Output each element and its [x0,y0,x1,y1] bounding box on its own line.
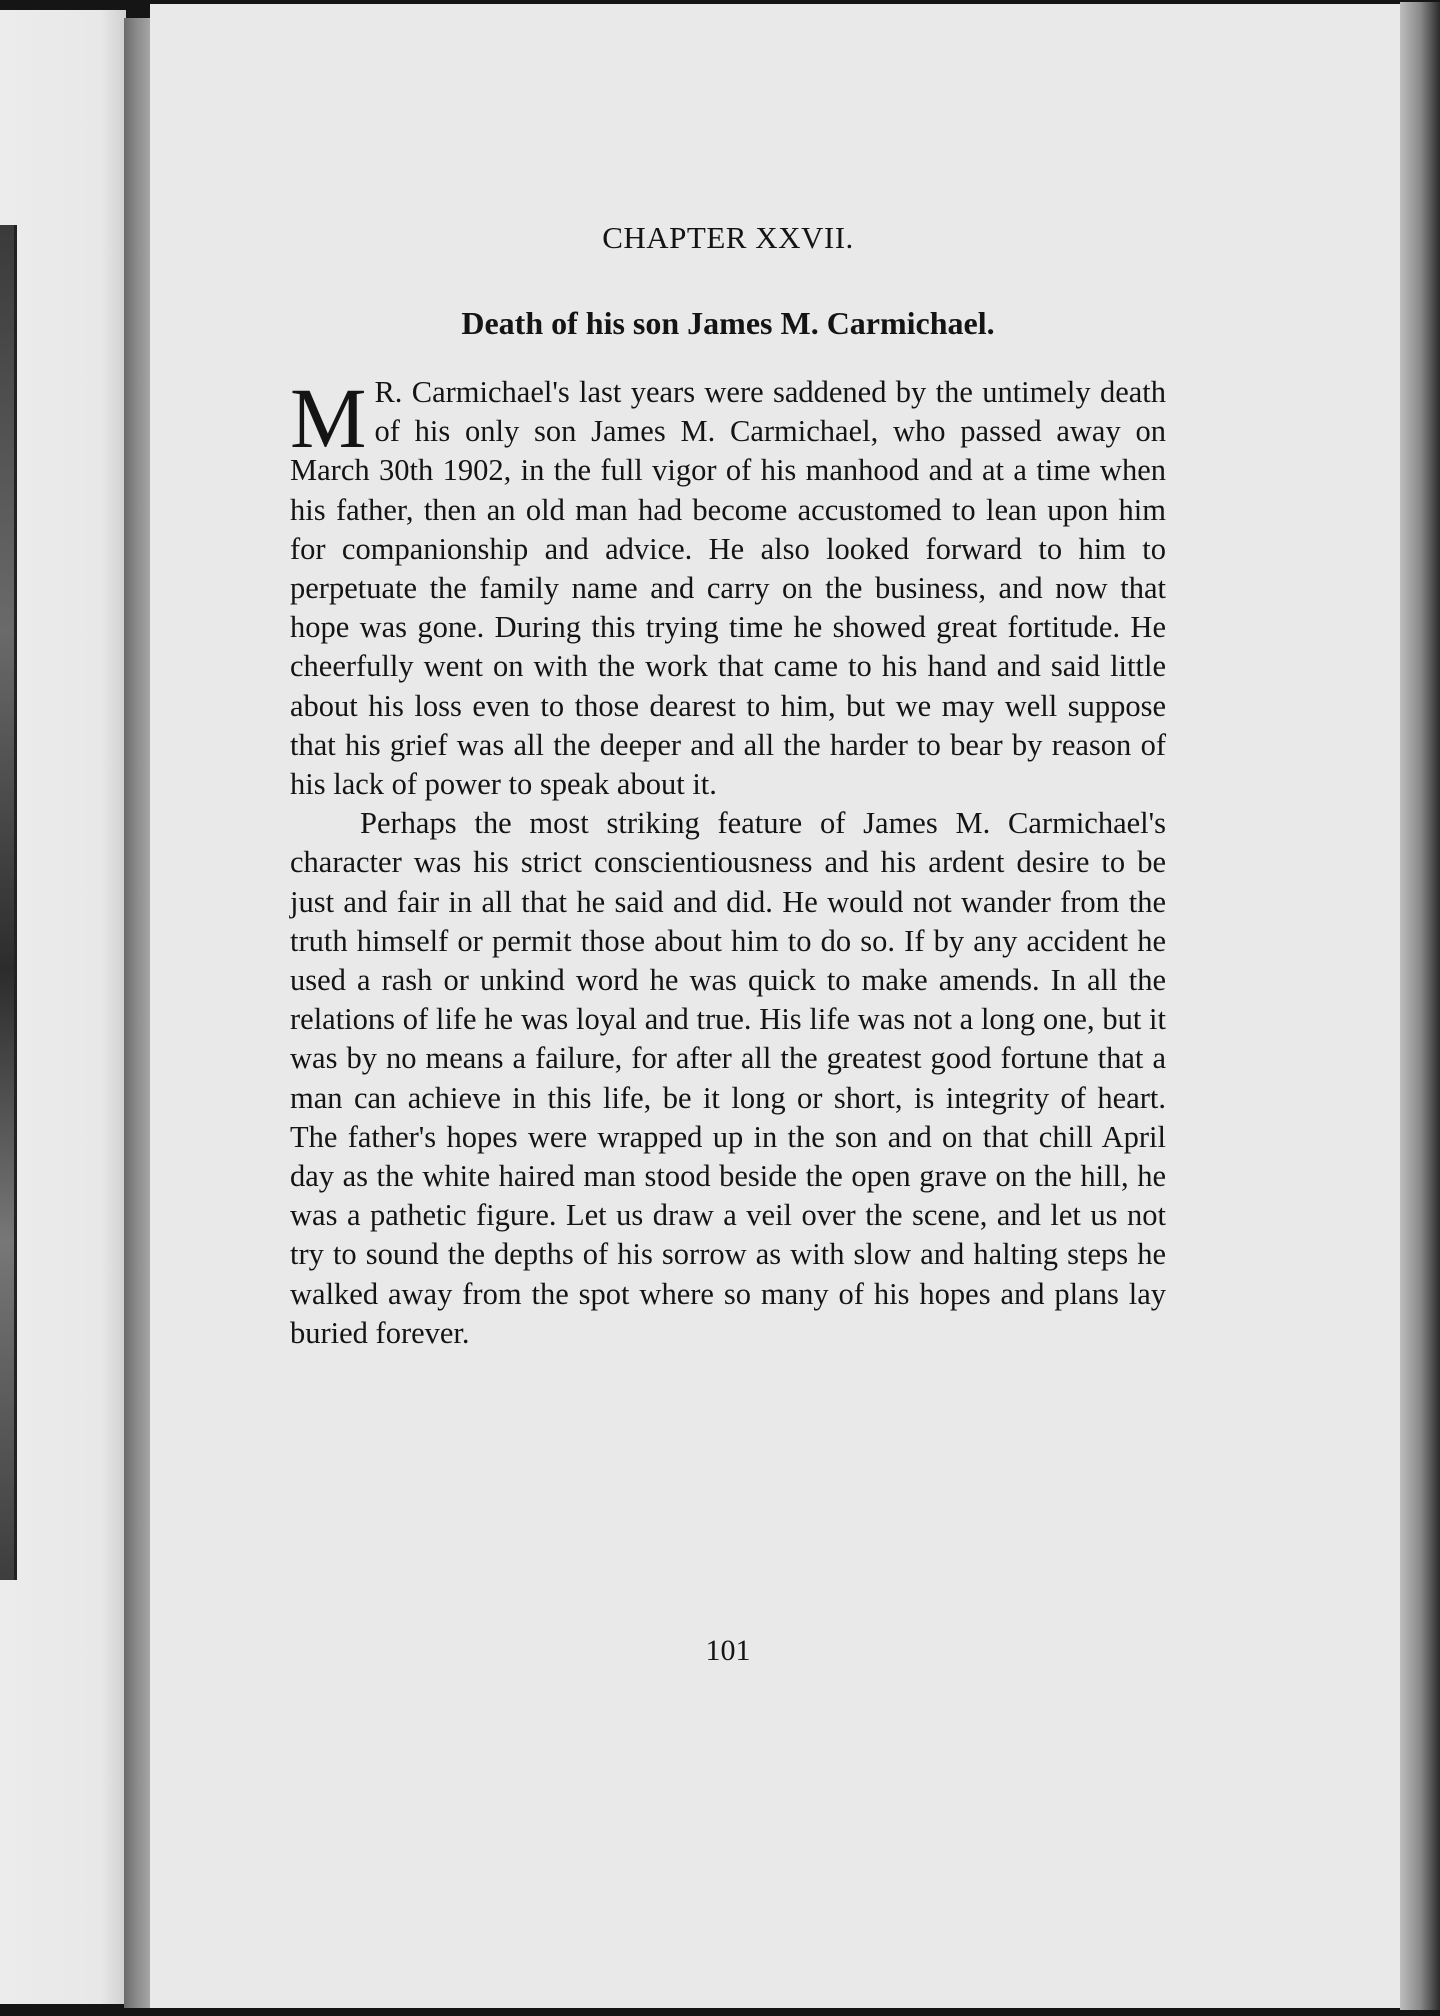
page-stack-edge [1400,2,1440,2010]
facing-page-photograph [0,225,17,1580]
page-text-block [290,212,1166,1353]
drop-cap: M [290,370,367,466]
chapter-heading: CHAPTER XXVII. [602,220,854,255]
left-page-edge [0,10,126,2004]
paragraph-1 [290,370,1166,804]
chapter-title: Death of his son James M. Carmichael. [461,305,995,341]
paragraph-2: Perhaps the most striking feature of James M. Carmichael's character was his strict conscientiousness and his ardent desire to be just and fair in all that he said and did. He would not wander from the truth himself or permit those about him to do so. If by any accident he used a rash or unkind word he was quick to make amends. In all the relations of life he was loyal and true. His life was not a long one, but it was by no means a failure, for after all the greatest good fortune that a man can achieve in this life, be it long or short, is integrity of heart. The father's hopes were wrapped up in the son and on that chill April day as the white haired man stood beside the open grave on the hill, he was a pathetic figure. Let us draw a veil over the scene, and let us not try to sound the depths of his sorrow as with slow and halting steps he walked away from the spot where so many of his hopes and plans lay buried forever. [290,806,1166,1350]
page-number: 101 [705,1634,751,1667]
paragraph-1-text: R. Carmichael's last years were saddened by the untimely death of his only son James M. Carmichael, who passed away on March 30th 1902, in the full vigor of his manhood and at a time when his father, then an old man had become accustomed to lean upon him for companionship and advice. He also looked forward to him to perpetuate the family name and carry on the business, and now that hope was gone. During this trying time he showed great fortitude. He cheerfully went on with the work that came to his hand and said little about his loss even to those dearest to him, but we may well suppose that his grief was all the deeper and all the harder to bear by reason of his lack of power to speak about it. [290,375,1166,802]
